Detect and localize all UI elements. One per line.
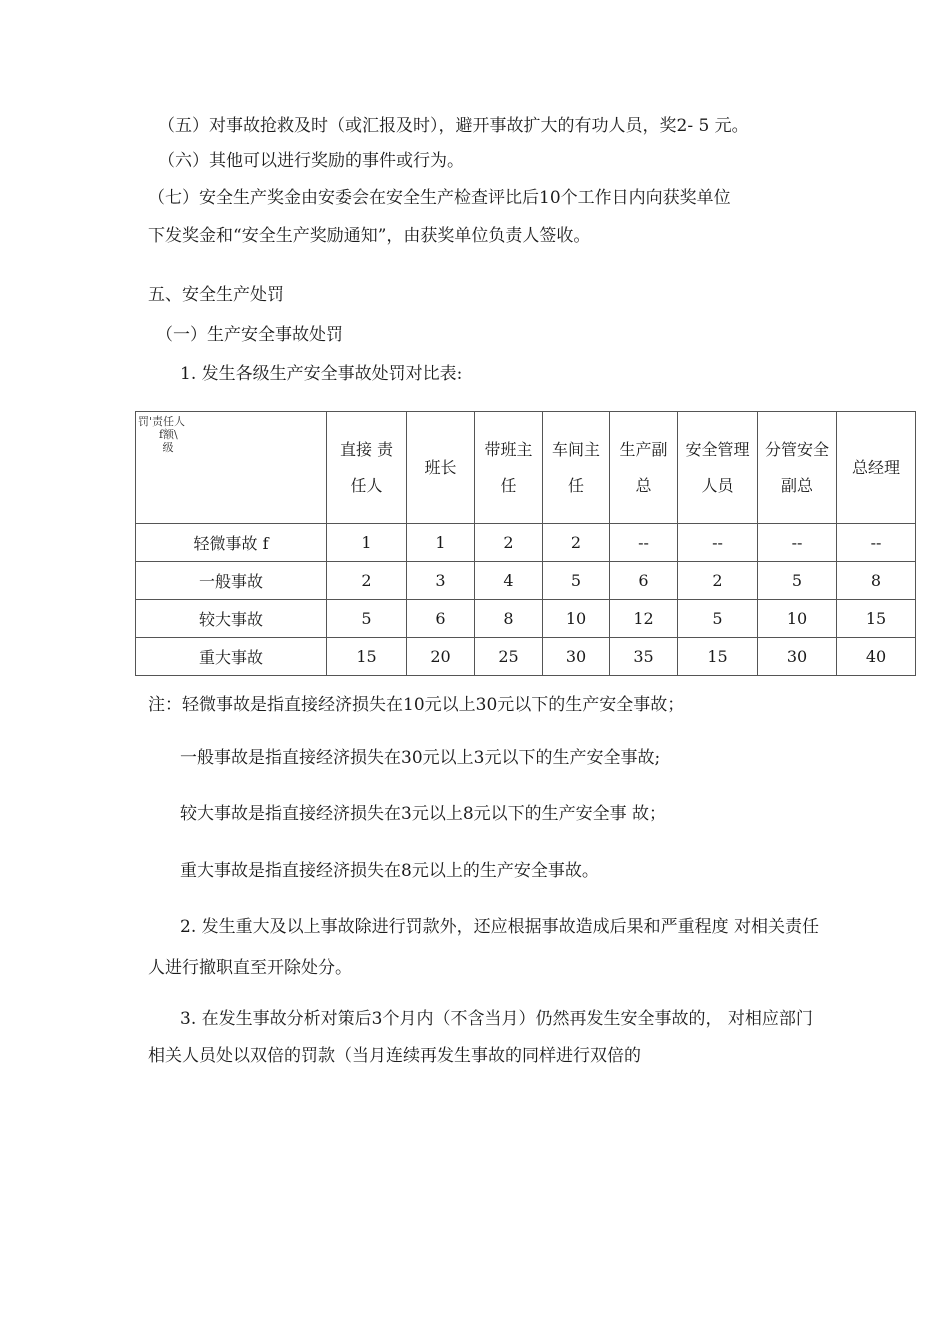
col-header: 总经理 bbox=[837, 412, 916, 524]
col-header: 班长 bbox=[407, 412, 475, 524]
col-header: 直接 责任人 bbox=[327, 412, 407, 524]
para-3-line1: 3. 在发生事故分析对策后3个月内（不含当月）仍然再发生安全事故的， 对相应部门 bbox=[180, 1009, 813, 1029]
table-cell: -- bbox=[678, 524, 758, 562]
col-header: 带班主任 bbox=[475, 412, 543, 524]
note-minor: 注：轻微事故是指直接经济损失在10元以上30元以下的生产安全事故； bbox=[148, 695, 685, 715]
table-cell: 30 bbox=[758, 638, 837, 676]
note-major: 较大事故是指直接经济损失在3元以上8元以下的生产安全事 故； bbox=[180, 804, 667, 824]
table-cell: 5 bbox=[758, 562, 837, 600]
table-cell: 5 bbox=[678, 600, 758, 638]
table-row bbox=[136, 600, 916, 638]
table-cell: 30 bbox=[543, 638, 610, 676]
table-cell: 2 bbox=[327, 562, 407, 600]
table-cell: 35 bbox=[610, 638, 678, 676]
table-cell: 12 bbox=[610, 600, 678, 638]
table-cell: 2 bbox=[678, 562, 758, 600]
row-label: 轻微事故 f bbox=[136, 524, 327, 562]
note-general: 一般事故是指直接经济损失在30元以上3元以下的生产安全事故; bbox=[180, 748, 661, 768]
table-cell: 2 bbox=[475, 524, 543, 562]
col-header: 分管安全副总 bbox=[758, 412, 837, 524]
table-row bbox=[136, 524, 916, 562]
table-cell: 20 bbox=[407, 638, 475, 676]
table-cell: 10 bbox=[758, 600, 837, 638]
col-header: 安全管理人员 bbox=[678, 412, 758, 524]
table-cell: 10 bbox=[543, 600, 610, 638]
table-cell: 25 bbox=[475, 638, 543, 676]
table-cell: 2 bbox=[543, 524, 610, 562]
para-2-line1: 2. 发生重大及以上事故除进行罚款外，还应根据事故造成后果和严重程度 对相关责任 bbox=[180, 917, 820, 937]
row-label: 重大事故 bbox=[136, 638, 327, 676]
para-2-line2: 人进行撤职直至开除处分。 bbox=[148, 958, 352, 978]
note-serious: 重大事故是指直接经济损失在8元以上的生产安全事故。 bbox=[180, 861, 599, 881]
table-corner-header bbox=[136, 412, 327, 524]
row-label: 一般事故 bbox=[136, 562, 327, 600]
table-cell: 15 bbox=[327, 638, 407, 676]
table-cell: 1 bbox=[327, 524, 407, 562]
reward-item-7-line2: 下发奖金和“安全生产奖励通知”，由获奖单位负责人签收。 bbox=[148, 226, 591, 246]
table-cell: -- bbox=[758, 524, 837, 562]
subsection-title: （一）生产安全事故处罚 bbox=[156, 325, 343, 345]
col-header: 车间主任 bbox=[543, 412, 610, 524]
para-3-line2: 相关人员处以双倍的罚款（当月连续再发生事故的同样进行双倍的 bbox=[148, 1046, 641, 1066]
table-cell: 15 bbox=[837, 600, 916, 638]
table-row bbox=[136, 562, 916, 600]
table-cell: 8 bbox=[475, 600, 543, 638]
table-cell: 8 bbox=[837, 562, 916, 600]
table-cell: 40 bbox=[837, 638, 916, 676]
reward-item-7-line1: （七）安全生产奖金由安委会在安全生产检查评比后10个工作日内向获奖单位 bbox=[148, 188, 731, 208]
table-cell: 15 bbox=[678, 638, 758, 676]
section-title: 五、安全生产处罚 bbox=[148, 285, 284, 305]
col-header: 生产副总 bbox=[610, 412, 678, 524]
penalty-table bbox=[135, 411, 916, 676]
table-cell: 5 bbox=[327, 600, 407, 638]
row-label: 较大事故 bbox=[136, 600, 327, 638]
corner-label: 罚'责任人 f额\ 级 bbox=[138, 415, 186, 454]
table-cell: 6 bbox=[407, 600, 475, 638]
table-caption: 1. 发生各级生产安全事故处罚对比表: bbox=[180, 364, 463, 384]
table-cell: 3 bbox=[407, 562, 475, 600]
reward-item-6: （六）其他可以进行奖励的事件或行为。 bbox=[158, 151, 464, 171]
table-cell: 6 bbox=[610, 562, 678, 600]
table-cell: -- bbox=[837, 524, 916, 562]
table-cell: -- bbox=[610, 524, 678, 562]
reward-item-5: （五）对事故抢救及时（或汇报及时），避开事故扩大的有功人员，奖2- 5 元。 bbox=[158, 116, 749, 136]
table-row bbox=[136, 638, 916, 676]
table-cell: 1 bbox=[407, 524, 475, 562]
table-cell: 5 bbox=[543, 562, 610, 600]
table-cell: 4 bbox=[475, 562, 543, 600]
table-header-row bbox=[136, 412, 916, 524]
